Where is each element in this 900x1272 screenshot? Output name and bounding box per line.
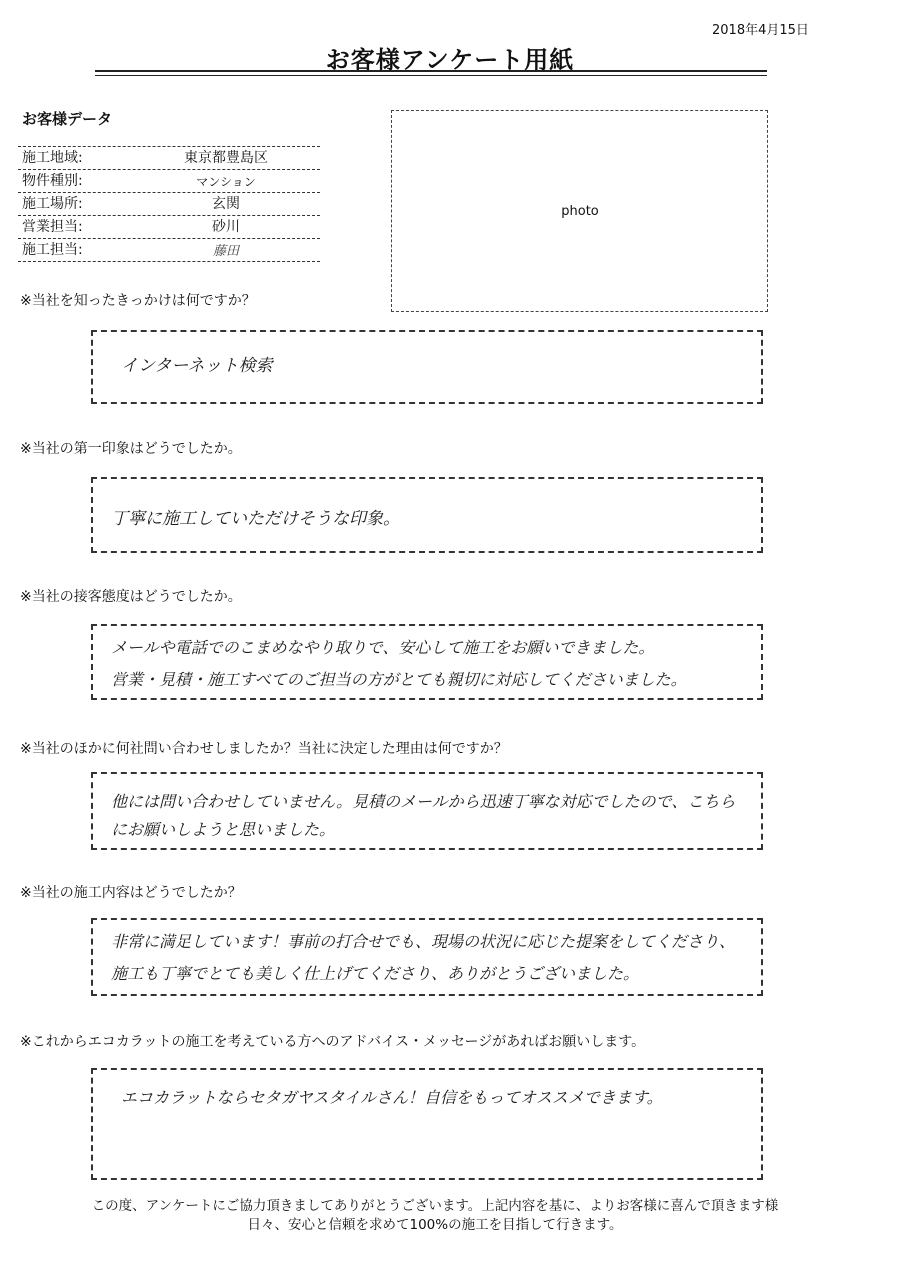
data-label: 物件種別: — [22, 173, 83, 189]
page-title: お客様アンケート用紙 — [325, 46, 575, 74]
customer-data-table — [18, 146, 320, 262]
customer-data-heading: お客様データ — [22, 110, 113, 128]
data-value: 玄関 — [212, 196, 240, 212]
question-construction-quality: ※当社の施工内容はどうでしたか？ — [20, 885, 242, 901]
answer-text: エコカラットならセタガヤスタイルさん！自信をもってオススメできます。 — [121, 1088, 663, 1107]
photo-label: photo — [561, 204, 599, 219]
data-label: 営業担当: — [22, 219, 83, 235]
data-row-area — [18, 146, 320, 170]
question-customer-service: ※当社の接客態度はどうでしたか。 — [20, 589, 242, 605]
answer-box — [91, 918, 763, 996]
question-reason-chosen: ※当社のほかに何社問い合わせしましたか？当社に決定した理由は何ですか？ — [20, 741, 508, 757]
footer-message-line2: 日々、安心と信頼を求めて100%の施工を目指して行きます。 — [247, 1217, 623, 1233]
data-label: 施工担当: — [22, 242, 83, 258]
question-first-impression: ※当社の第一印象はどうでしたか。 — [20, 441, 242, 457]
footer-message-line1: この度、アンケートにご協力頂きましてありがとうございます。上記内容を基に、よりお客様に喜んで頂きます様 — [91, 1198, 779, 1214]
title-underline — [95, 70, 767, 72]
data-row-installer — [18, 239, 320, 262]
data-value: 砂川 — [212, 219, 240, 235]
data-value: 東京都豊島区 — [184, 150, 268, 166]
answer-box — [91, 624, 763, 700]
data-row-sales-rep — [18, 216, 320, 239]
data-label: 施工場所: — [22, 196, 83, 212]
data-label: 施工地域: — [22, 150, 83, 166]
answer-text: 他には問い合わせしていません。見積のメールから迅速丁寧な対応でしたので、こちらにお願いしようと思いました。 — [111, 792, 736, 839]
answer-text: 丁寧に施工していただけそうな印象。 — [111, 509, 400, 529]
answer-text: 非常に満足しています！事前の打合せでも、現場の状況に応じた提案をしてくださり、施工も丁寧でとても美しく仕上げてくださり、ありがとうございました。 — [111, 932, 736, 983]
answer-box — [91, 1068, 763, 1180]
answer-text: メールや電話でのこまめなやり取りで、安心して施工をお願いできました。 営業・見積・施工すべてのご担当の方がとても親切に対応してくださいました。 — [111, 638, 687, 689]
data-row-location — [18, 193, 320, 216]
answer-text: インターネット検索 — [121, 356, 273, 376]
question-advice-message: ※これからエコカラットの施工を考えている方へのアドバイス・メッセージがあればお願いします。 — [20, 1034, 646, 1050]
answer-box — [91, 477, 763, 553]
survey-date: 2018年4月15日 — [712, 23, 809, 38]
answer-box — [91, 330, 763, 404]
question-how-found: ※当社を知ったきっかけは何ですか？ — [20, 293, 256, 309]
answer-box — [91, 772, 763, 850]
title-underline-thin — [95, 75, 767, 76]
data-row-property-type — [18, 170, 320, 193]
signature-value: 藤田 — [212, 244, 239, 259]
data-value: マンション — [196, 175, 256, 189]
